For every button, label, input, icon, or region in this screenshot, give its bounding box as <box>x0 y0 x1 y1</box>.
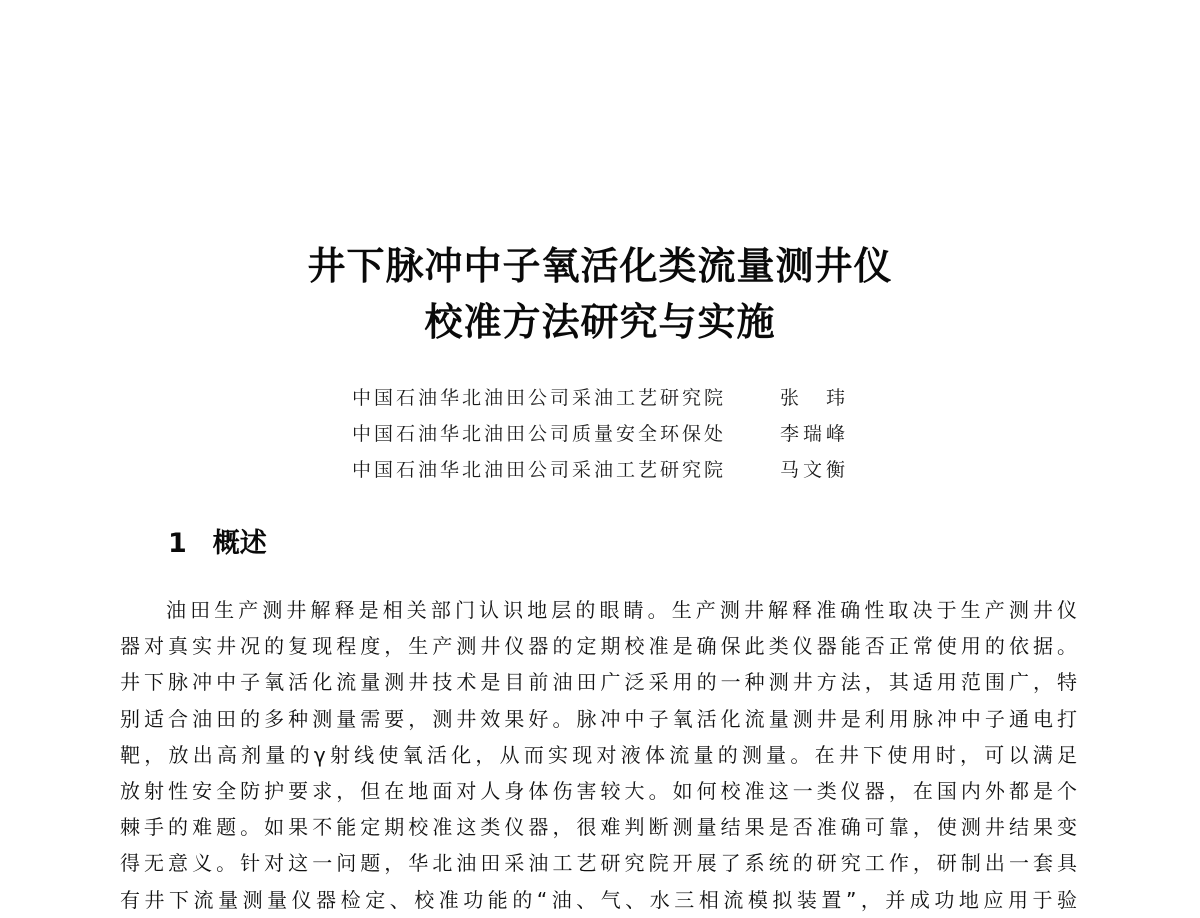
section-title: 概述 <box>212 528 267 559</box>
body-line: 靶，放出高剂量的γ射线使氧活化，从而实现对液体流量的测量。在井下使用时，可以满足 <box>120 742 1077 767</box>
body-line: 别适合油田的多种测量需要，测井效果好。脉冲中子氧活化流量测井是利用脉冲中子通电打 <box>120 706 1077 731</box>
body-line: 井下脉冲中子氧活化流量测井技术是目前油田广泛采用的一种测井方法，其适用范围广，特 <box>120 670 1077 695</box>
author-organization: 中国石油华北油田公司采油工艺研究院 <box>352 386 727 409</box>
author-row <box>352 378 912 414</box>
author-row <box>352 414 912 450</box>
section-number: 1 <box>168 528 187 559</box>
author-row <box>352 450 912 486</box>
body-line: 油田生产测井解释是相关部门认识地层的眼睛。生产测井解释准确性取决于生产测井仪 <box>166 598 1077 622</box>
title-line-2: 校准方法研究与实施 <box>424 300 776 344</box>
body-line: 棘手的难题。如果不能定期校准这类仪器，很难判断测量结果是否准确可靠，使测井结果变 <box>120 815 1077 840</box>
author-organization: 中国石油华北油田公司采油工艺研究院 <box>352 458 727 481</box>
paper-title <box>0 238 1200 350</box>
author-name: 马文衡 <box>780 458 850 481</box>
body-line: 放射性安全防护要求，但在地面对人身体伤害较大。如何校准这一类仪器，在国内外都是个 <box>120 778 1077 803</box>
author-name: 李瑞峰 <box>780 422 850 445</box>
author-organization: 中国石油华北油田公司质量安全环保处 <box>352 422 727 445</box>
title-line-1: 井下脉冲中子氧活化类流量测井仪 <box>307 244 893 288</box>
body-line: 器对真实井况的复现程度，生产测井仪器的定期校准是确保此类仪器能否正常使用的依据。 <box>120 634 1077 659</box>
body-line: 有井下流量测量仪器检定、校准功能的“油、气、水三相流模拟装置”，并成功地应用于验 <box>120 887 1077 912</box>
body-line: 得无意义。针对这一问题，华北油田采油工艺研究院开展了系统的研究工作，研制出一套具 <box>120 851 1077 876</box>
author-name: 张 玮 <box>780 386 850 409</box>
author-list <box>352 378 912 486</box>
section-heading <box>168 524 267 564</box>
body-paragraph <box>120 592 1077 918</box>
